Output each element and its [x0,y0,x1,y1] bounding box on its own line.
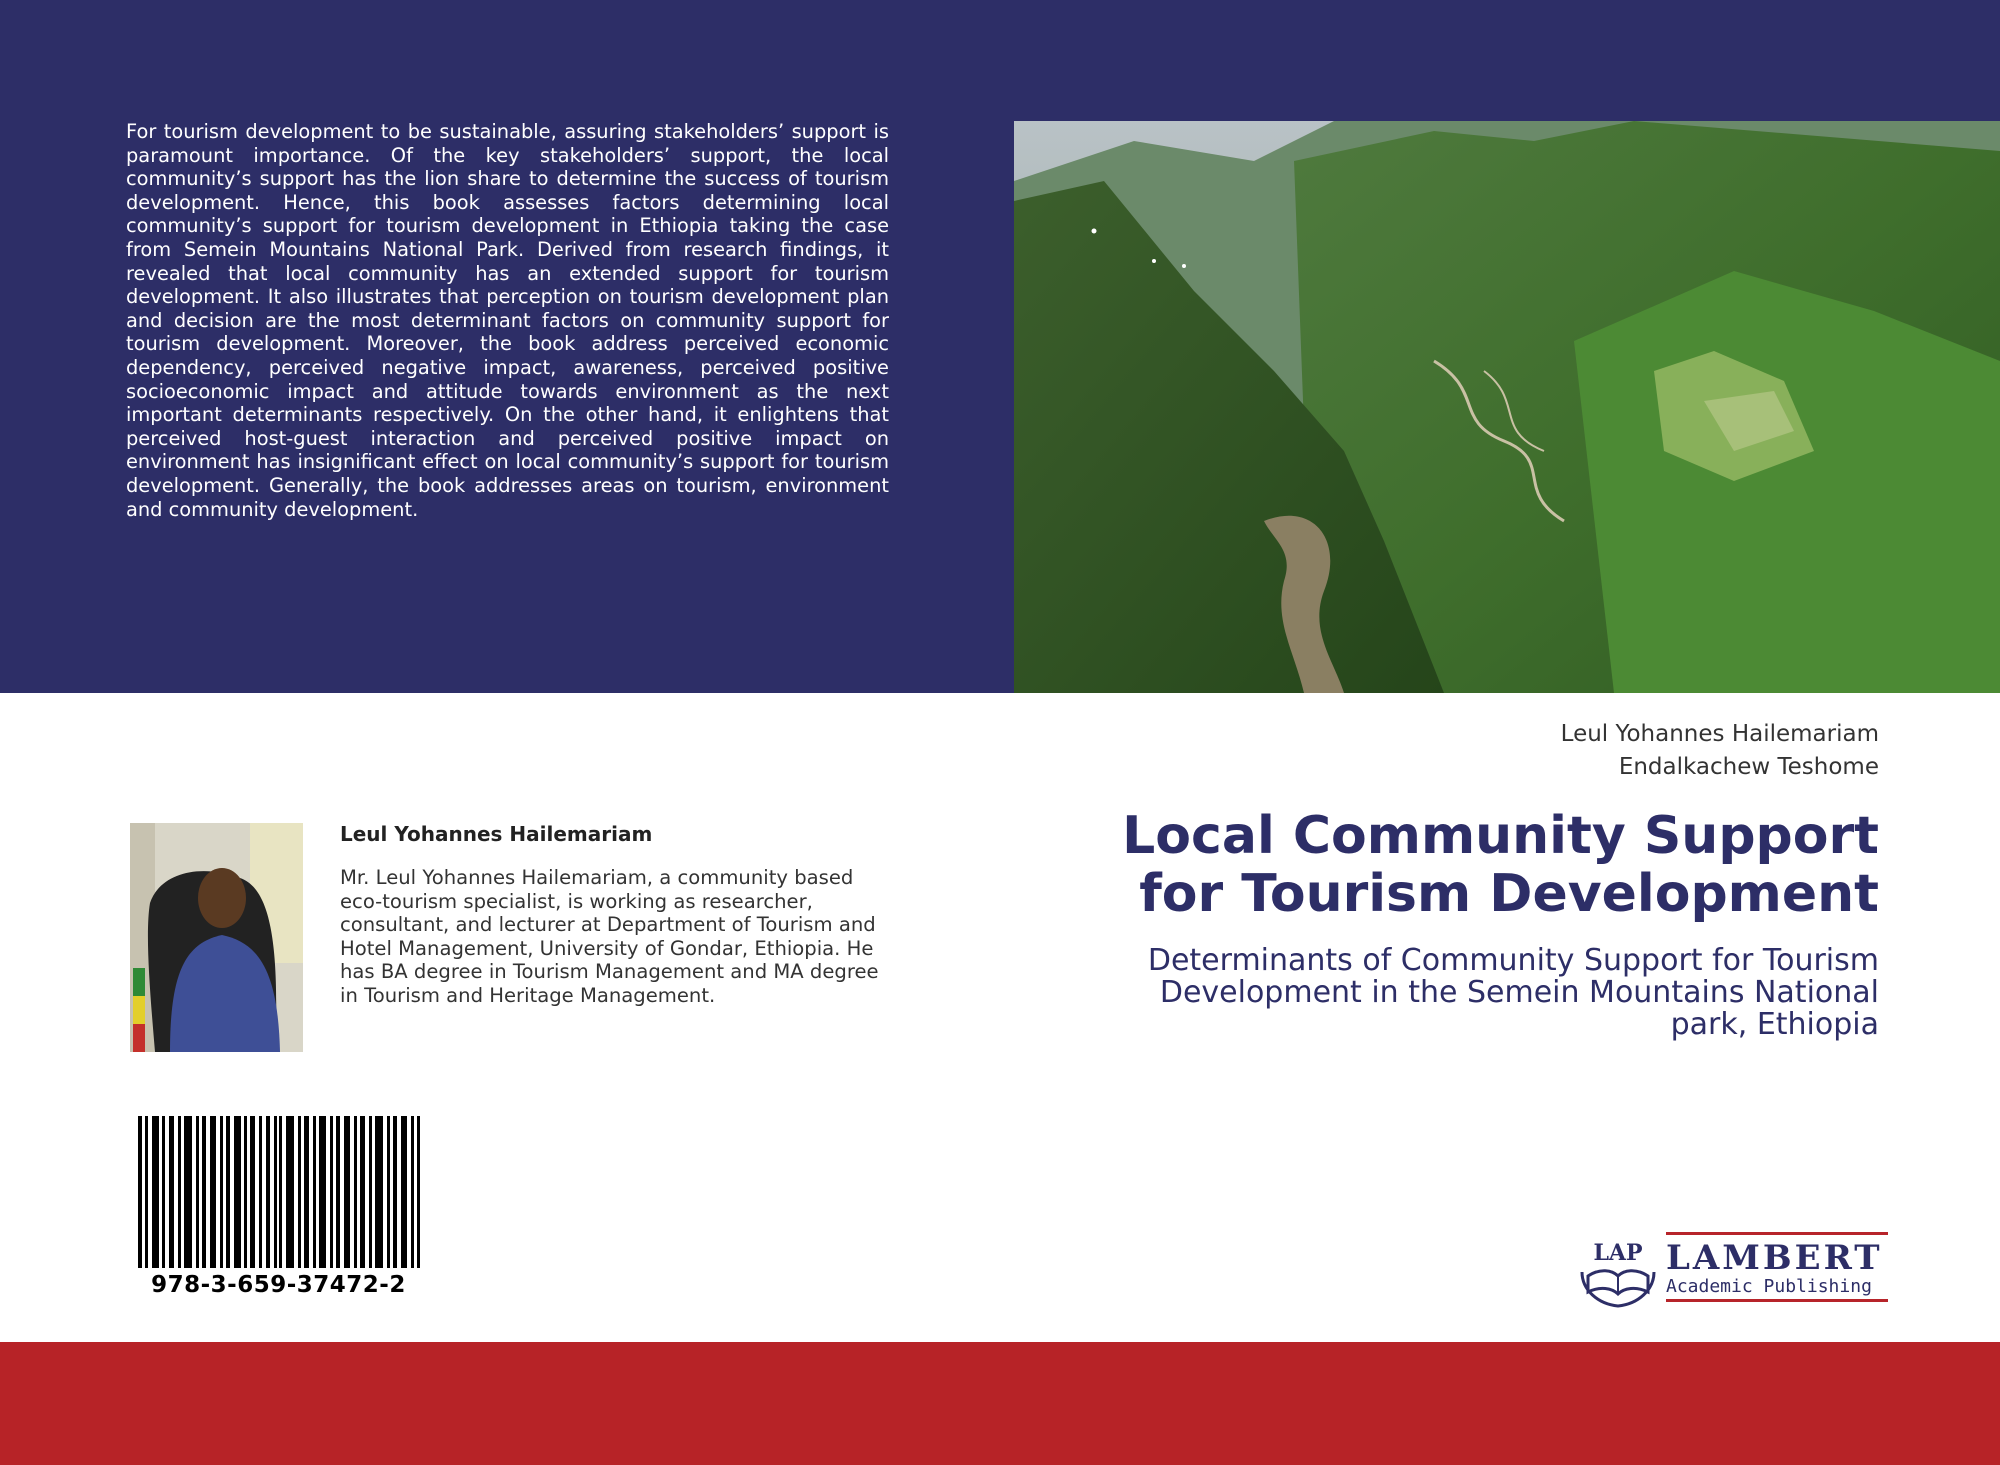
cover-author-2: Endalkachew Teshome [1618,754,1879,780]
barcode [138,1116,420,1270]
publisher-name: LAMBERT [1666,1238,1883,1278]
author-bio-text: Mr. Leul Yohannes Hailemariam, a community based eco-tourism specialist, is working as researcher, consultant, and lecturer at Department of Tourism and Hotel Management, University of Gondar, Ethiopia. He has BA degree in Tourism Management and MA degree in Tourism and Heritage Management. [340,866,879,1007]
logo-bottom-rule [1666,1299,1888,1302]
logo-top-rule [1666,1232,1888,1235]
bottom-red-band [0,1342,2000,1465]
book-title: Local Community Support for Tourism Development [1122,806,1879,924]
cover-author-1: Leul Yohannes Hailemariam [1560,721,1879,747]
author-photo [130,823,303,1052]
back-cover-blurb: For tourism development to be sustainable, assuring stakeholders’ support is paramount importance. Of the key stakeholders’ support, the local community’s support has the lion share to determine the success of tourism development. Hence, this book assesses factors determining local community’s support for tourism development in Ethiopia taking the case from Semein Mountains National Park. Derived from research findings, it revealed that local community has an extended support for tourism development. It also illustrates that perception on tourism development plan and decision are the most determinant factors on community support for tourism development. Moreover, the book address perceived economic dependency, perceived negative impact, awareness, perceived positive socioeconomic impact and attitude towards environment as the next important determinants respectively. On the other hand, it enlightens that perceived host-guest interaction and perceived positive impact on environment has insignificant effect on local community’s support for tourism development. Generally, the book addresses areas on tourism, environment and community development. [126,120,889,521]
publisher-logo [1578,1232,1890,1310]
author-bio-name: Leul Yohannes Hailemariam [340,822,653,846]
barcode-bars [138,1116,420,1268]
lap-emblem-text: LAP [1593,1240,1643,1266]
lap-emblem-icon [1578,1232,1658,1310]
cover-author-list [1561,718,1879,784]
publisher-subname: Academic Publishing [1666,1276,1872,1297]
cover-photo-mountain-landscape [1014,121,2000,693]
isbn-number: 978-3-659-37472-2 [151,1272,406,1298]
book-subtitle: Determinants of Community Support for Tourism Development in the Semein Mountains National park, Ethiopia [1147,943,1879,1042]
